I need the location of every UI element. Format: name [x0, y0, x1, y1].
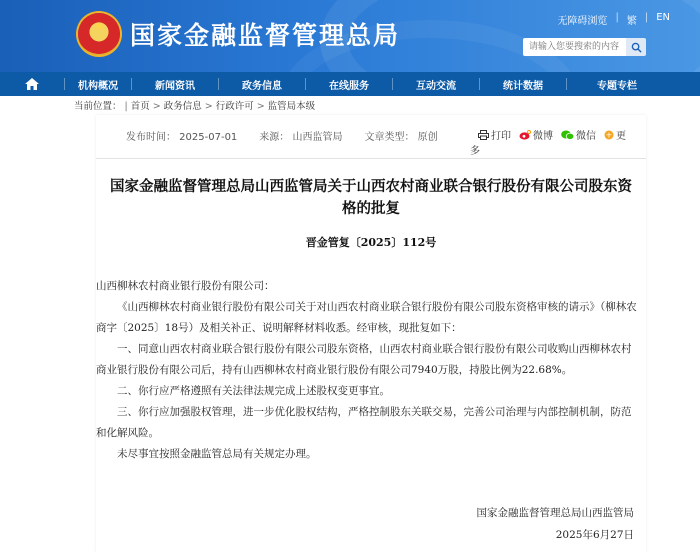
accessibility-link[interactable]: 无障碍浏览 — [557, 16, 608, 27]
nav-item-special-topics[interactable]: 专题专栏 — [597, 80, 637, 92]
wechat-label: 微信 — [576, 131, 596, 142]
print-icon — [478, 130, 489, 140]
wechat-icon — [561, 130, 574, 140]
breadcrumb-item-bureau[interactable]: 监管局本级 — [267, 101, 316, 112]
svg-text:+: + — [605, 130, 613, 139]
breadcrumb-item-gov-info[interactable]: 政务信息 — [163, 101, 202, 112]
document-number: 晋金管复〔2025〕112号 — [305, 236, 437, 249]
print-button[interactable] — [478, 127, 511, 142]
link-separator: | — [644, 12, 649, 23]
more-share-label-a: 更 — [616, 131, 626, 142]
share-bar — [478, 127, 626, 142]
document-paragraph: 三、你行应加强股权管理，进一步优化股权结构，严格控制股东关联交易，完善公司治理与内部控制机制，防范和化解风险。 — [96, 406, 632, 439]
more-share-label-b: 多 — [470, 146, 480, 157]
document-paragraph: 一、同意山西农村商业联合银行股份有限公司股东资格，山西农村商业联合银行股份有限公司收购山西柳林农村商业银行股份有限公司后，持有山西柳林农村商业银行股份有限公司7940万股，持股比例为22.68%。 — [96, 343, 632, 376]
signing-date: 2025年6月27日 — [555, 529, 634, 541]
nav-item-about[interactable]: 机构概况 — [78, 80, 118, 92]
nav-item-news[interactable]: 新闻资讯 — [155, 80, 195, 92]
article-type: 文章类型： 原创 — [364, 132, 438, 143]
link-separator: | — [615, 12, 619, 23]
article-meta — [126, 128, 438, 143]
nav-item-gov-info[interactable]: 政务信息 — [242, 80, 282, 92]
document-body — [96, 276, 640, 465]
breadcrumb-item-home[interactable]: 首页 — [130, 101, 150, 112]
nav-item-online-service[interactable]: 在线服务 — [329, 80, 369, 92]
site-title[interactable]: 国家金融监督管理总局 — [130, 21, 401, 50]
home-icon — [25, 78, 39, 90]
more-share-button[interactable] — [604, 127, 626, 142]
meta-divider — [96, 158, 646, 159]
wechat-button[interactable] — [561, 127, 596, 142]
main-nav — [0, 72, 700, 96]
document-paragraph: 未尽事宜按照金融监管总局有关规定办理。 — [117, 448, 317, 460]
weibo-label: 微博 — [533, 131, 553, 142]
breadcrumb: 当前位置： | 首页 > 政务信息 > 行政许可 > 监管局本级 — [74, 101, 316, 112]
nav-item-statistics[interactable]: 统计数据 — [503, 80, 543, 92]
document-paragraph: 《山西柳林农村商业银行股份有限公司关于对山西农村商业联合银行股份有限公司股东资格审核的请示》（柳林农商字〔2025〕18号）及相关补正、说明解释材料收悉。经审核，现批复如下： — [96, 301, 637, 334]
search-icon — [631, 42, 642, 53]
traditional-chinese-link[interactable]: 繁 — [626, 16, 637, 27]
article-source: 来源： 山西监管局 — [259, 132, 343, 143]
more-share-icon — [604, 130, 614, 140]
site-header — [0, 0, 700, 72]
document-title: 国家金融监督管理总局山西监管局关于山西农村商业联合银行股份有限公司股东资格的批复 — [110, 179, 632, 217]
print-label: 打印 — [491, 131, 511, 142]
breadcrumb-item-admin-license[interactable]: 行政许可 — [215, 101, 254, 112]
signing-organization: 国家金融监督管理总局山西监管局 — [476, 507, 634, 519]
search-input[interactable] — [523, 38, 626, 56]
nav-item-interaction[interactable]: 互动交流 — [416, 80, 456, 92]
top-links — [557, 12, 670, 27]
nav-home[interactable] — [0, 78, 64, 90]
english-link[interactable]: EN — [656, 12, 670, 23]
national-emblem-icon[interactable]: ★ — [78, 13, 120, 55]
weibo-icon — [519, 130, 531, 140]
document-recipient: 山西柳林农村商业银行股份有限公司： — [96, 280, 275, 292]
publish-time: 发布时间： 2025-07-01 — [126, 132, 238, 143]
breadcrumb-prefix: 当前位置： — [74, 101, 122, 112]
weibo-button[interactable] — [519, 127, 553, 142]
document-paragraph: 二、你行应严格遵照有关法律法规完成上述股权变更事宜。 — [117, 385, 390, 397]
search-button[interactable] — [626, 38, 646, 56]
